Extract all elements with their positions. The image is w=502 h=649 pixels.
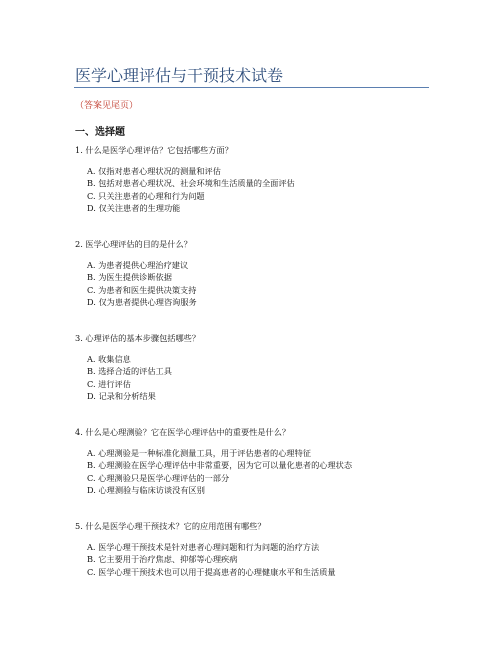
option-b: B. 为医生提供诊断依据 <box>87 272 172 283</box>
option-d: D. 记录和分析结果 <box>87 391 156 402</box>
option-d: D. 心理测验与临床访谈没有区别 <box>87 485 205 496</box>
option-d: D. 仅关注患者的生理功能 <box>87 203 181 214</box>
option-a: A. 医学心理干预技术是针对患者心理问题和行为问题的治疗方法 <box>87 542 320 552</box>
question-text: 4. 什么是心理测验？它在医学心理评估中的重要性是什么？ <box>75 427 291 437</box>
option-b: B. 包括对患者心理状况、社会环境和生活质量的全面评估 <box>87 178 295 189</box>
option-c: C. 进行评估 <box>87 378 131 389</box>
option-a: A. 心理测验是一种标准化测量工具，用于评估患者的心理特征 <box>87 448 311 458</box>
section-heading: 一、选择题 <box>75 127 125 138</box>
option-a: A. 为患者提供心理治疗建议 <box>87 260 189 270</box>
question-text: 1. 什么是医学心理评估？它包括哪些方面？ <box>75 145 233 155</box>
option-list <box>75 447 352 497</box>
option-a: A. 收集信息 <box>87 354 131 364</box>
option-b: B. 选择合适的评估工具 <box>87 366 172 377</box>
document-title: 医学心理评估与干预技术试卷 <box>75 66 284 85</box>
question-text: 2. 医学心理评估的目的是什么？ <box>75 239 192 249</box>
option-d: D. 仅为患者提供心理咨询服务 <box>87 297 197 308</box>
option-c: C. 只关注患者的心理和行为问题 <box>87 190 205 201</box>
option-list <box>75 541 336 578</box>
question-5 <box>75 521 336 578</box>
option-c: C. 为患者和医生提供决策支持 <box>87 284 197 295</box>
option-c: C. 医学心理干预技术也可以用于提高患者的心理健康水平和生活质量 <box>87 566 336 577</box>
title-underline <box>74 87 429 88</box>
option-a: A. 仅指对患者心理状况的测量和评估 <box>87 166 221 176</box>
option-list <box>75 259 197 309</box>
question-3 <box>75 333 200 403</box>
question-4 <box>75 427 352 497</box>
option-b: B. 它主要用于治疗焦虑、抑郁等心理疾病 <box>87 554 238 565</box>
option-list <box>75 353 200 403</box>
question-text: 5. 什么是医学心理干预技术？它的应用范围有哪些？ <box>75 521 266 531</box>
option-list <box>75 165 295 215</box>
option-c: C. 心理测验只是医学心理评估的一部分 <box>87 472 230 483</box>
option-b: B. 心理测验在医学心理评估中非常重要，因为它可以量化患者的心理状态 <box>87 460 353 471</box>
question-2 <box>75 239 197 309</box>
question-text: 3. 心理评估的基本步骤包括哪些？ <box>75 333 201 343</box>
question-1 <box>75 145 295 215</box>
answer-note: （答案见尾页） <box>75 101 139 111</box>
